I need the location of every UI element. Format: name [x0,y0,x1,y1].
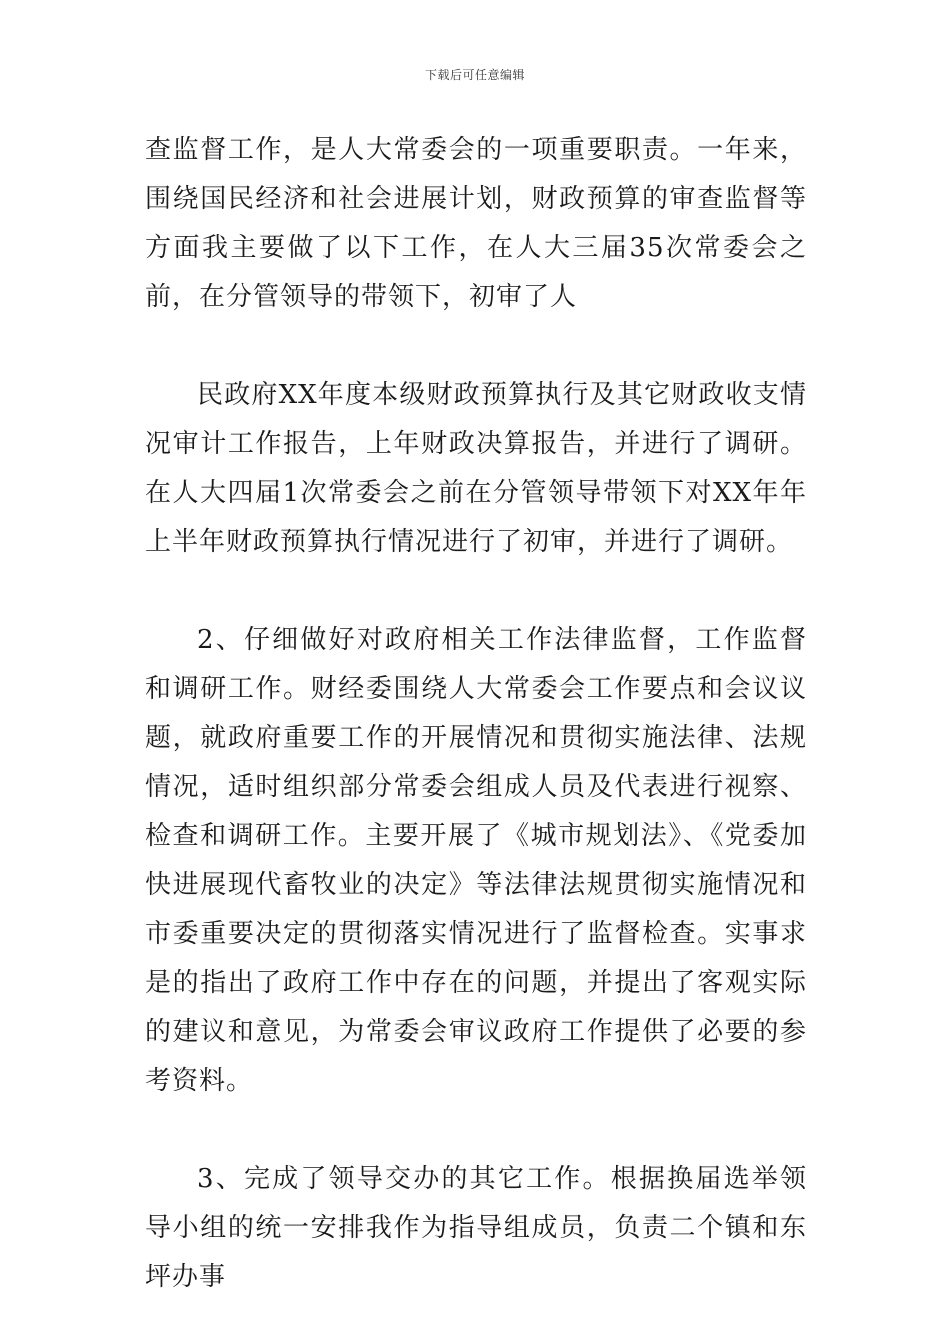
paragraph-2: 民政府XX年度本级财政预算执行及其它财政收支情况审计工作报告，上年财政决算报告，并进行了调研。在人大四届1次常委会之前在分管领导带领下对XX年年上半年财政预算执行情况进行了初审，并进行了调研。 [145,380,807,557]
page-header-note: 下载后可任意编辑 [424,68,525,82]
paragraph-gap [145,567,807,616]
paragraph-3: 2、仔细做好对政府相关工作法律监督，工作监督和调研工作。财经委围绕人大常委会工作要点和会议议题，就政府重要工作的开展情况和贯彻实施法律、法规情况，适时组织部分常委会组成人员及代表进行视察、检查和调研工作。主要开展了《城市规划法》、《党委加快进展现代畜牧业的决定》等法律法规贯彻实施情况和市委重要决定的贯彻落实情况进行了监督检查。实事求是的指出了政府工作中存在的问题，并提出了客观实际的建议和意见，为常委会审议政府工作提供了必要的参考资料。 [145,625,807,1096]
paragraph-4: 3、完成了领导交办的其它工作。根据换届选举领导小组的统一安排我作为指导组成员，负责二个镇和东坪办事 [145,1164,807,1292]
paragraph-1: 查监督工作，是人大常委会的一项重要职责。一年来，围绕国民经济和社会进展计划，财政预算的审查监督等方面我主要做了以下工作，在人大三届35次常委会之前，在分管领导的带领下，初审了人 [145,135,807,312]
paragraph-gap [145,322,807,371]
paragraph-gap [145,1106,807,1155]
document-body [145,126,807,1302]
